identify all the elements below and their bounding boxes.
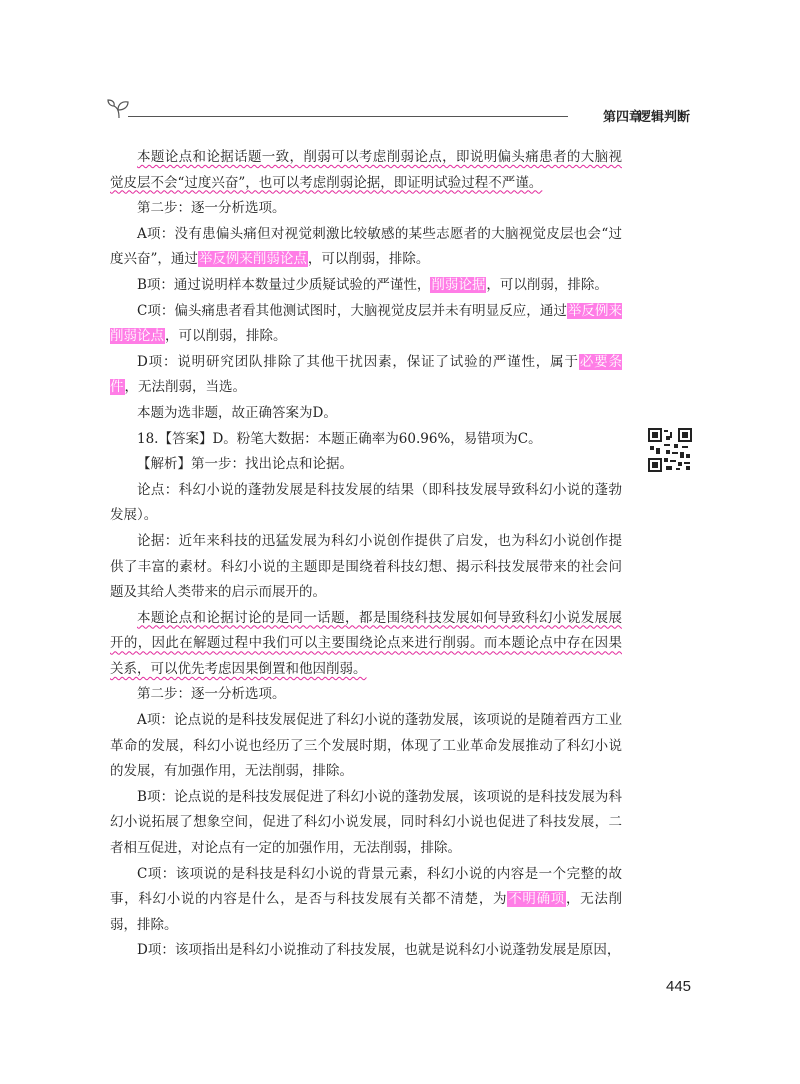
paragraph [110,708,622,785]
paragraph [110,785,622,862]
text-segment: 论据：近年来科技的迅猛发展为科幻小说创作提供了启发，也为科幻小说创作提供了丰富的素材。科幻小说的主题即是围绕着科技幻想、揭示科技发展带来的社会问题及其给人类带来的启示而展开的。 [110,532,622,601]
text-segment: 【解析】第一步：找出论点和论据。 [137,456,353,473]
text-segment: A项：没有患偏头痛但对视觉刺激比较敏感的某些志愿者的大脑视觉皮层也会“过度兴奋”，通过 [110,225,622,268]
text-segment: 论点：科幻小说的蓬勃发展是科技发展的结果（即科技发展导致科幻小说的蓬勃发展）。 [110,481,622,524]
paragraph [110,606,622,683]
underlined-text: 本题论点和论据讨论的是同一话题，都是围绕科技发展如何导致科幻小说发展展开的，因此在解题过程中我们可以主要围绕论点来进行削弱。而本题论点中存在因果关系，可以优先考虑因果倒置和他因削弱。 [110,609,622,677]
header-rule [128,116,568,117]
paragraph [110,222,622,273]
paragraph [110,299,622,350]
text-segment: D项：说明研究团队排除了其他干扰因素，保证了试验的严谨性，属于 [137,353,579,370]
qr-code [648,428,692,472]
highlighted-text: 举反例来削弱论点 [110,302,622,345]
running-header [106,98,690,128]
paragraph [110,862,622,939]
paragraph [110,350,622,401]
text-segment: 本题为选非题，故正确答案为D。 [137,404,337,421]
highlighted-text: 必要条件 [110,353,623,396]
text-segment: B项：通过说明样本数量过少质疑试验的严谨性， [137,276,431,293]
paragraph [110,938,622,964]
text-segment: 第二步：逐一分析选项。 [137,686,286,703]
text-segment: ，无法削弱，当选。 [124,379,246,396]
underlined-text: 本题论点和论据话题一致，削弱可以考虑削弱论点，即说明偏头痛患者的大脑视觉皮层不会“过度兴奋”，也可以考虑削弱论据，即证明试验过程不严谨。 [110,149,622,191]
text-segment: ，可以削弱，排除。 [486,276,608,293]
text-segment: 18.【答案】D。粉笔大数据：本题正确率为60.96%，易错项为C。 [137,430,542,447]
text-segment: ，无法削弱，排除。 [110,891,623,933]
text-segment: ，可以削弱，排除。 [307,251,430,268]
text-segment: B项：论点说的是科技发展促进了科幻小说的蓬勃发展，该项说的是科技发展为科幻小说拓展了想象空间，促进了科幻小说发展，同时科幻小说也促进了科技发展，二者相互促进，对论点有一定的加强作用，无法削弱，排除。 [110,788,622,857]
paragraph [110,529,622,606]
paragraph [110,452,622,478]
paragraph [110,478,622,529]
paragraph [110,196,622,222]
highlighted-text: 削弱论据 [431,276,486,293]
paragraph [110,427,622,453]
text-segment: D项：该项指出是科幻小说推动了科技发展，也就是说科幻小说蓬勃发展是原因， [137,942,621,959]
chapter-title: 逻辑判断 [637,110,690,125]
paragraph [110,682,622,708]
text-segment: 第二步：逐一分析选项。 [137,200,286,217]
page-number: 445 [666,978,692,995]
highlighted-text: 举反例来削弱论点 [198,251,307,268]
text-segment: ，可以削弱，排除。 [165,328,287,345]
text-segment: C项：偏头痛患者看其他测试图时，大脑视觉皮层并未有明显反应，通过 [137,302,567,319]
text-segment: C项：该项说的是科技是科幻小说的背景元素，科幻小说的内容是一个完整的故事，科幻小说的内容是什么，是否与科技发展有关都不清楚，为 [110,865,622,908]
highlighted-text: 不明确项 [508,891,565,908]
text-segment: A项：论点说的是科技发展促进了科幻小说的蓬勃发展，该项说的是随着西方工业革命的发展，科幻小说也经历了三个发展时期，体现了工业革命发展推动了科幻小说的发展，有加强作用，无法削弱，排除。 [110,712,622,780]
page-body [110,145,622,964]
chapter-label: 第四章 [602,110,642,125]
paragraph [110,145,622,196]
paragraph [110,273,622,299]
paragraph [110,401,622,427]
